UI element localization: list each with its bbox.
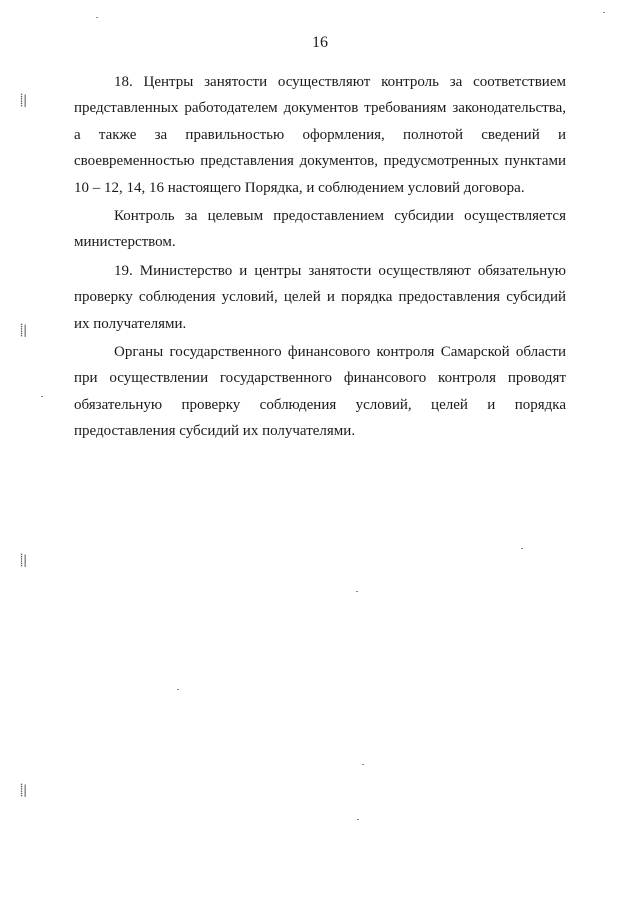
paragraph-19: 19. Министерство и центры занятости осуществляют обязательную проверку соблюдения условий, целей и порядка предоставления субсидий их получателями. <box>74 262 566 332</box>
scan-speck <box>357 819 359 820</box>
binder-mark-icon: ⸽| <box>20 553 28 567</box>
scan-speck <box>521 548 523 549</box>
binder-mark-icon: ⸽| <box>20 783 28 797</box>
paragraph-control-bodies: Органы государственного финансового контроля Самарской области при осуществлении государственного финансового контроля проводят обязательную проверку соблюдения условий, целей и порядка предоставления субсидий их получателями. <box>74 344 566 440</box>
scan-speck <box>362 764 364 765</box>
scan-speck <box>603 12 605 13</box>
binder-mark-icon: ⸽| <box>20 323 28 337</box>
scan-speck <box>356 591 358 592</box>
paragraph-control: Контроль за целевым предоставлением субсидии осуществляется министерством. <box>74 208 566 251</box>
scan-speck <box>96 17 98 18</box>
scan-speck <box>41 396 43 397</box>
paragraph-18: 18. Центры занятости осуществляют контроль за соответствием представленных работодателем документов требованиям законодательства, а также за правильностью оформления, полнотой сведений и своевременностью представления документов, предусмотренных пунктами 10 – 12, 14, 16 настоящего Порядка, и соблюдением условий договора. <box>74 74 566 196</box>
scan-speck <box>177 689 179 690</box>
page-number: 16 <box>312 34 328 51</box>
binder-mark-icon: ⸽| <box>20 93 28 107</box>
document-body <box>74 69 566 445</box>
